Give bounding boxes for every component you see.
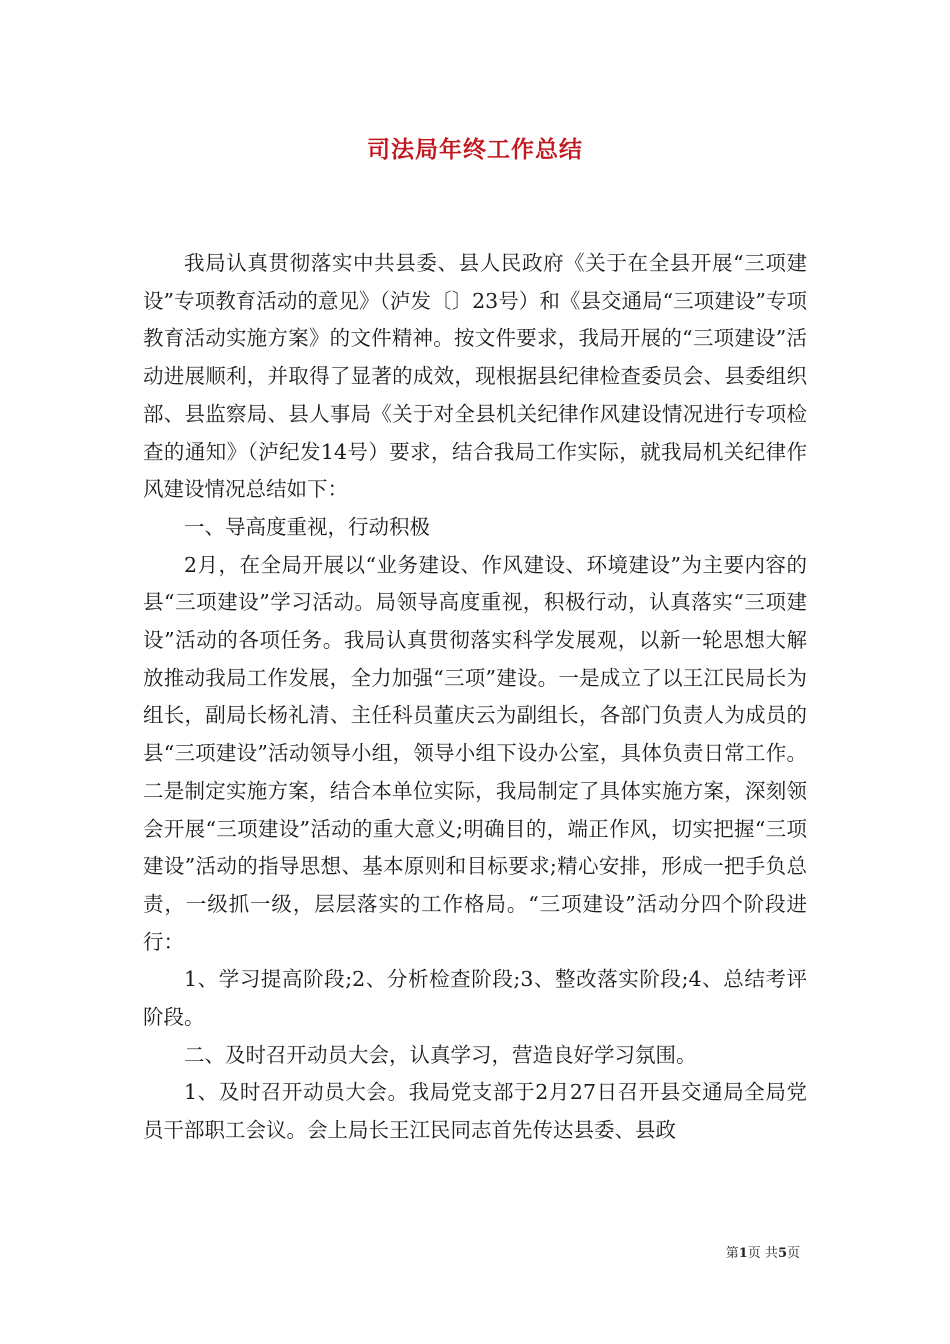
paragraph-section-2: 1、及时召开动员大会。我局党支部于2月27日召开县交通局全局党员干部职工会议。会上局长王江民同志首先传达县委、县政 <box>143 1080 807 1143</box>
paragraph-intro: 我局认真贯彻落实中共县委、县人民政府《关于在全县开展“三项建设”专项教育活动的意见》（泸发〔〕23号）和《县交通局“三项建设”专项教育活动实施方案》的文件精神。按文件要求，我局开展的“三项建设”活动进展顺利，并取得了显著的成效，现根据县纪律检查委员会、县委组织部、县监察局、县人事局《关于对全县机关纪律作风建设情况进行专项检查的通知》（泸纪发14号）要求，结合我局工作实际，就我局机关纪律作风建设情况总结如下： <box>143 251 807 502</box>
page-footer <box>726 1245 800 1263</box>
section-heading-1: 一、导高度重视，行动积极 <box>184 514 430 539</box>
footer-total-pages: 5 <box>777 1246 787 1261</box>
footer-page-number: 1 <box>738 1246 748 1261</box>
document-title: 司法局年终工作总结 <box>367 136 583 163</box>
section-heading-2: 二、及时召开动员大会，认真学习，营造良好学习氛围。 <box>184 1042 697 1067</box>
footer-prefix: 第 <box>725 1246 739 1261</box>
footer-suffix: 页 <box>786 1246 800 1261</box>
paragraph-stages: 1、学习提高阶段;2、分析检查阶段;3、整改落实阶段;4、总结考评阶段。 <box>143 967 807 1030</box>
footer-middle: 页 共 <box>747 1246 778 1261</box>
paragraph-section-1: 2月，在全局开展以“业务建设、作风建设、环境建设”为主要内容的县“三项建设”学习活动。局领导高度重视，积极行动，认真落实“三项建设”活动的各项任务。我局认真贯彻落实科学发展观，以新一轮思想大解放推动我局工作发展，全力加强“三项”建设。一是成立了以王江民局长为组长，副局长杨礼清、主任科员董庆云为副组长，各部门负责人为成员的县“三项建设”活动领导小组，领导小组下设办公室，具体负责日常工作。二是制定实施方案，结合本单位实际，我局制定了具体实施方案，深刻领会开展“三项建设”活动的重大意义;明确目的，端正作风，切实把握“三项建设”活动的指导思想、基本原则和目标要求;精心安排，形成一把手负总责，一级抓一级，层层落实的工作格局。“三项建设”活动分四个阶段进行： <box>143 552 807 954</box>
document-body <box>143 245 807 1150</box>
